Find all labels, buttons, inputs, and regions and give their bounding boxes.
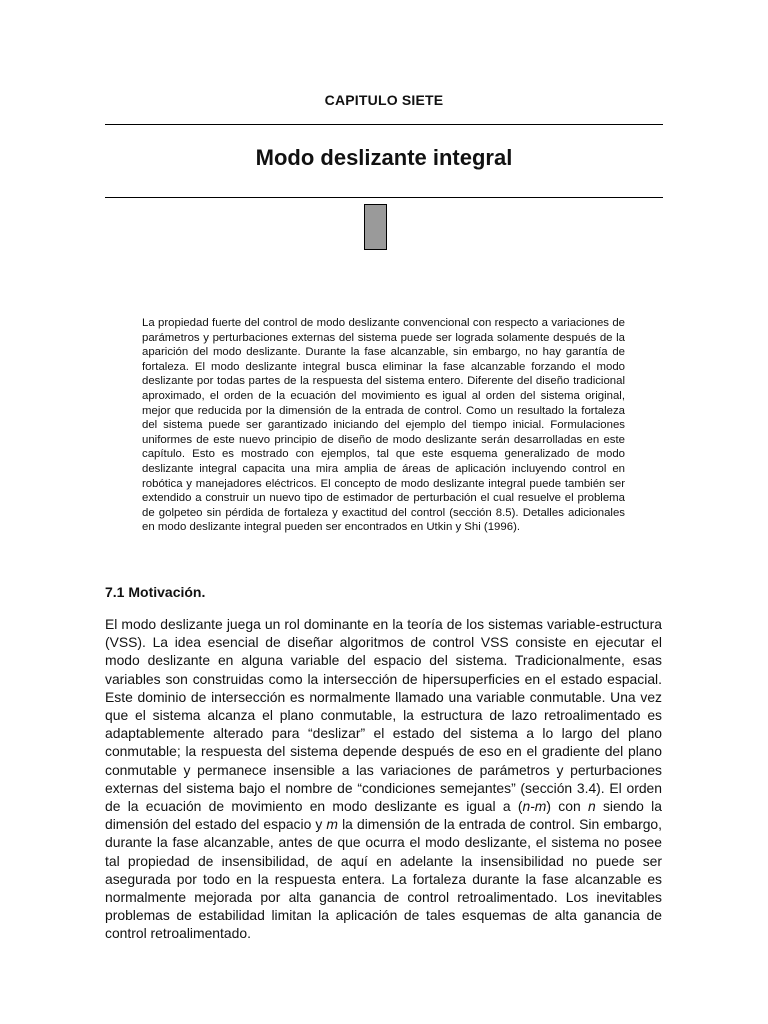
math-var-n-m: n-m	[522, 798, 547, 815]
section-paragraph	[105, 615, 662, 943]
math-var-m: m	[326, 816, 338, 833]
section-heading: 7.1 Motivación.	[105, 584, 206, 600]
math-var-n: n	[587, 798, 596, 815]
paragraph-text-4: la dimensión de la entrada de control. Sin embargo, durante la fase alcanzable, antes de que ocurra el modo deslizante, el sistema no posee tal propiedad de insensibilidad, de aquí en adelante la insensibilidad no puede ser asegurada por todo en la respuesta entera. La fortaleza durante la fase alcanzable es normalmente mejorada por alta ganancia de control retroalimentado. Los inevitables problemas de estabilidad limitan la aplicación de tales esquemas de alta ganancia de control retroalimentado.	[105, 816, 663, 942]
paragraph-text-1: El modo deslizante juega un rol dominante en la teoría de los sistemas variable-estructura (VSS). La idea esencial de diseñar algoritmos de control VSS consiste en ejecutar el modo deslizante en alguna variable del espacio del sistema. Tradicionalmente, esas variables son construidas como la intersección de hipersuperficies en el estado espacial. Este dominio de intersección es normalmente llamado una variable conmutable. Una vez que el sistema alcanza el plano conmutable, la estructura de lazo retroalimentado es adaptablemente alterado para “deslizar” el estado del sistema a lo largo del plano conmutable; la respuesta del sistema depende después de eso en el gradiente del plano conmutable y permanece insensible a las variaciones de parámetros y perturbaciones externas del sistema bajo el nombre de “condiciones semejantes” (sección 3.4). El orden de la ecuación de movimiento en modo deslizante es igual a (	[105, 616, 662, 815]
chapter-abstract: La propiedad fuerte del control de modo deslizante convencional con respecto a variaciones de parámetros y perturbaciones externas del sistema puede ser lograda solamente después de la aparición del modo deslizante. Durante la fase alcanzable, sin embargo, no hay garantía de fortaleza. El modo deslizante integral busca eliminar la fase alcanzable forzando el modo deslizante por todas partes de la respuesta del sistema entero. Diferente del diseño tradicional aproximado, el orden de la ecuación del movimiento es igual al orden del sistema original, mejor que reducida por la dimensión de la entrada de control. Como un resultado la fortaleza del sistema puede ser garantizado iniciando del ejemplo del tiempo inicial. Formulaciones uniformes de este nuevo principio de diseño de modo deslizante serán desarrolladas en este capítulo. Esto es mostrado con ejemplos, tal que este esquema generalizado de modo deslizante integral capacita una mira amplia de áreas de aplicación incluyendo control en robótica y manejadores eléctricos. El concepto de modo deslizante integral puede también ser extendido a construir un nuevo tipo de estimador de perturbación el cual resuelve el problema de golpeteo sin pérdida de fortaleza y exactitud del control (sección 8.5). Detalles adicionales en modo deslizante integral pueden ser encontrados en Utkin y Shi (1996).	[142, 317, 625, 534]
chapter-label: CAPITULO SIETE	[324, 92, 444, 108]
chapter-title: Modo deslizante integral	[255, 145, 513, 170]
header-rule-top	[105, 124, 663, 125]
paragraph-text-2: ) con	[546, 798, 588, 815]
paragraph-text-3: siendo la dimensión del estado del espacio y	[105, 798, 662, 833]
chapter-marker-block	[364, 204, 387, 250]
header-rule-bottom	[105, 197, 663, 198]
